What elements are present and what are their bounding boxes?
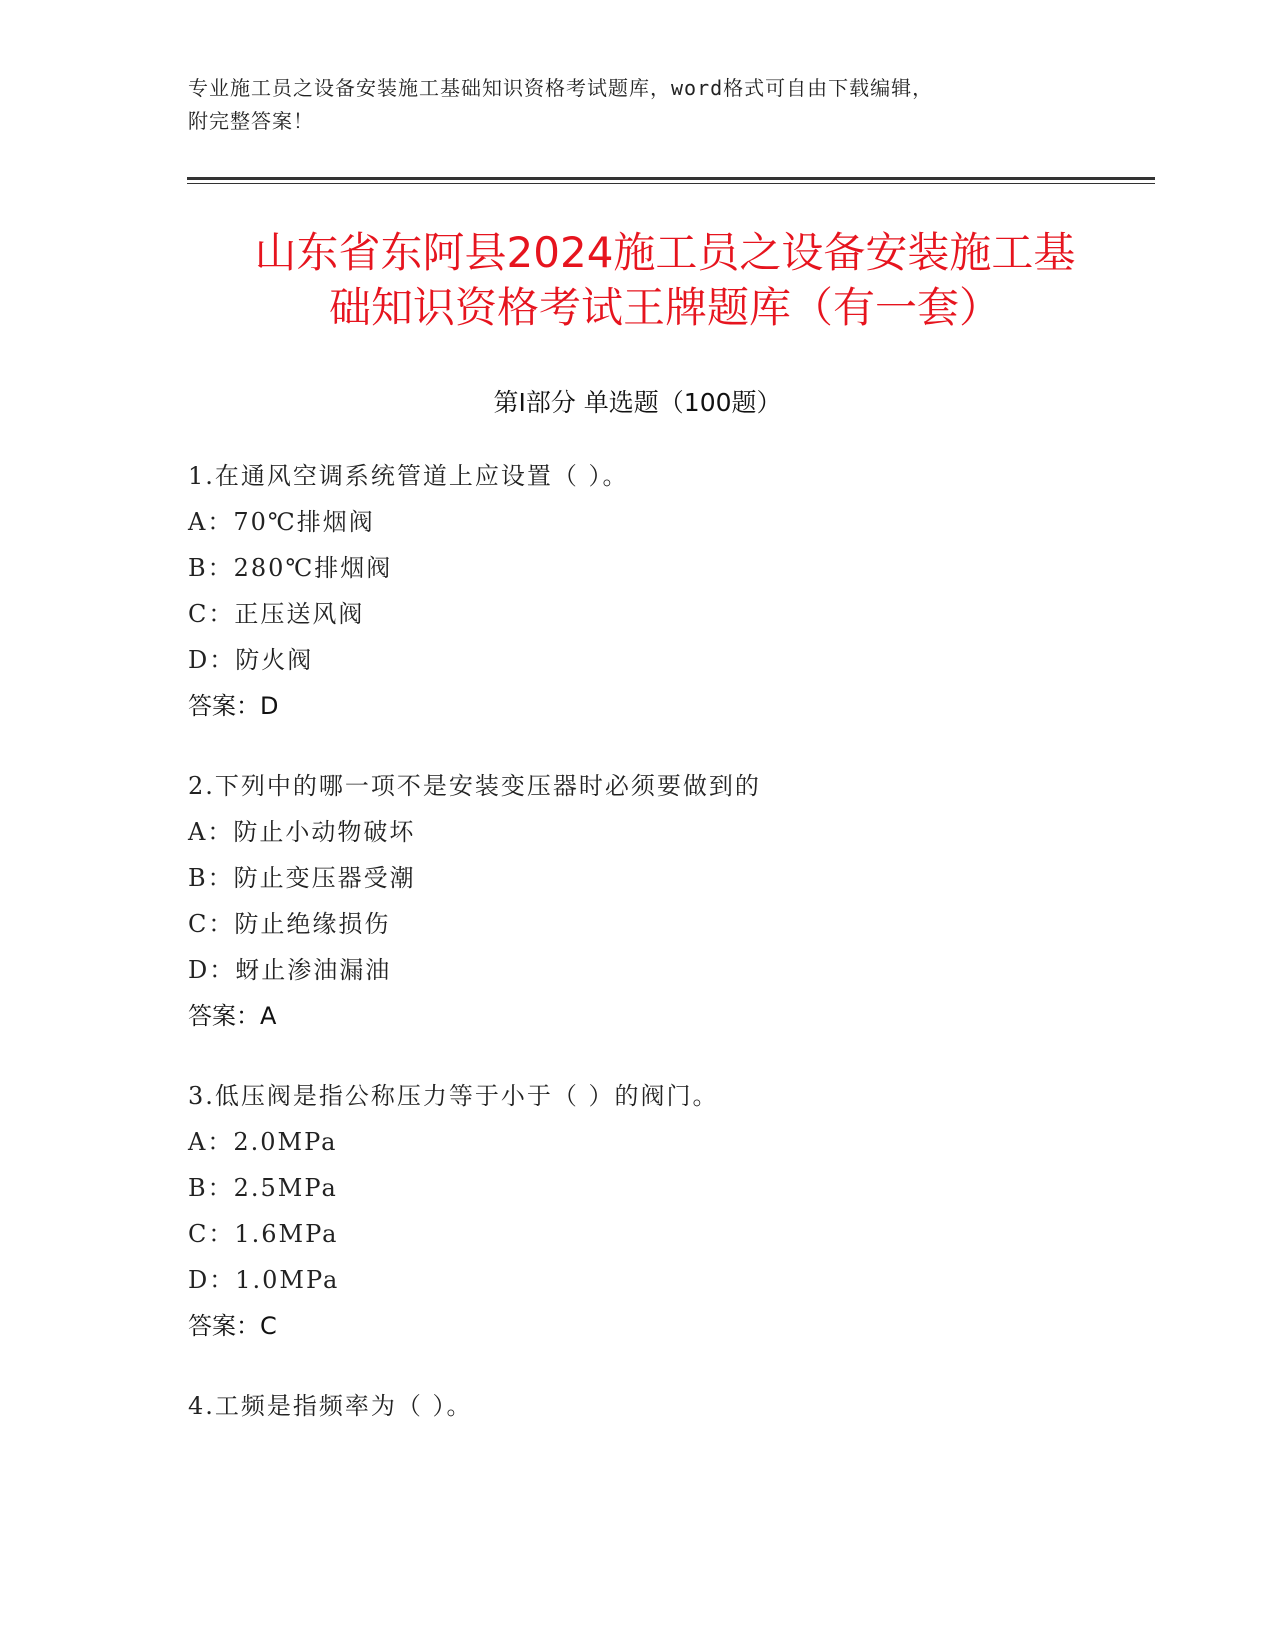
option-d: D：防火阀 [188,646,314,674]
question-stem: 4.工频是指频率为（ ）。 [188,1392,473,1420]
answer-line: 答案：D [188,692,279,720]
header-note [188,72,1088,138]
header-note-line: 附完整答案！ [188,109,314,133]
title-line: 山东省东阿县2024施工员之设备安装施工基 [254,228,1076,277]
question-item [188,453,1148,729]
option-c: C：正压送风阀 [188,600,365,628]
question-item [188,1383,1148,1429]
header-divider [187,177,1155,180]
option-c: C：防止绝缘损伤 [188,910,391,938]
header-divider-thin [187,183,1155,184]
option-a: A：70℃排烟阀 [188,508,375,536]
answer-line: 答案：C [188,1312,277,1340]
question-stem: 2.下列中的哪一项不是安装变压器时必须要做到的 [188,772,761,800]
option-c: C：1.6MPa [188,1220,339,1248]
answer-line: 答案：A [188,1002,277,1030]
question-item [188,1073,1148,1349]
option-b: B：2.5MPa [188,1174,338,1202]
option-a: A：防止小动物破坏 [188,818,416,846]
question-stem: 1.在通风空调系统管道上应设置（ ）。 [188,462,629,490]
option-a: A：2.0MPa [188,1128,338,1156]
option-d: D：蚜止渗油漏油 [188,956,392,984]
option-b: B：防止变压器受潮 [188,864,416,892]
question-item [188,763,1148,1039]
header-note-line: 专业施工员之设备安装施工基础知识资格考试题库，word格式可自由下载编辑， [188,76,934,100]
option-d: D：1.0MPa [188,1266,340,1294]
question-stem: 3.低压阀是指公称压力等于小于（ ）的阀门。 [188,1082,719,1110]
document-title [185,225,1145,335]
option-b: B：280℃排烟阀 [188,554,393,582]
title-line: 础知识资格考试王牌题库（有一套） [328,283,1001,332]
section-heading: 第Ⅰ部分 单选题（100题） [493,388,782,417]
